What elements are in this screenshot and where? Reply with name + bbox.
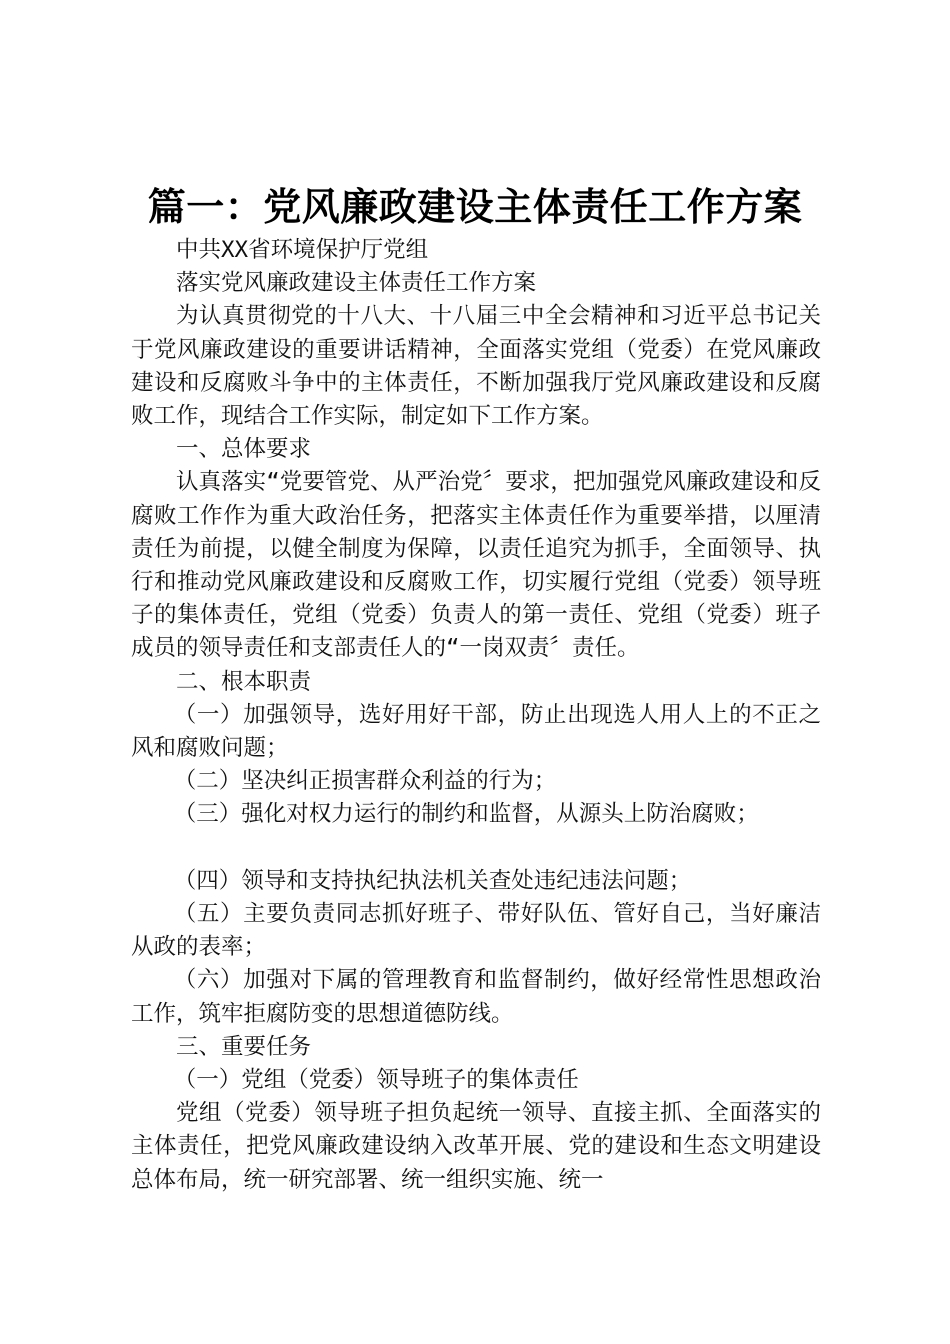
document-body [131,234,821,1197]
duty-item-5: （五）主要负责同志抓好班子、带好队伍、管好自己，当好廉洁从政的表率； [131,901,821,961]
paragraph-intro: 为认真贯彻党的十八大、十八届三中全会精神和习近平总书记关于党风廉政建设的重要讲话精神，全面落实党组（党委）在党风廉政建设和反腐败斗争中的主体责任，不断加强我厅党风廉政建设和反腐败工作，现结合工作实际，制定如下工作方案。 [131,303,821,430]
document-title: 篇一：党风廉政建设主体责任工作方案 [147,184,803,229]
duty-item-6: （六）加强对下属的管理教育和监督制约，做好经常性思想政治工作，筑牢拒腐防变的思想道德防线。 [131,967,821,1027]
section-heading-3: 三、重要任务 [176,1033,312,1060]
paragraph-collective-responsibility: 党组（党委）领导班子担负起统一领导、直接主抓、全面落实的主体责任，把党风廉政建设纳入改革开展、党的建设和生态文明建设总体布局，统一研究部署、统一组织实施、统一 [131,1100,821,1193]
section-heading-1: 一、总体要求 [176,436,312,463]
duty-item-1: （一）加强领导，选好用好干部，防止出现选人用人上的不正之风和腐败问题； [131,701,821,762]
duty-item-4: （四）领导和支持执纪执法机关查处违纪违法问题； [173,867,692,894]
paragraph-general-requirements: 认真落实“党要管党、从严治党〞要求，把加强党风廉政建设和反腐败工作作为重大政治任务，把落实主体责任作为重要举措，以厘清责任为前提，以健全制度为保障，以责任追究为抓手，全面领导、执行和推动党风廉政建设和反腐败工作，切实履行党组（党委）领导班子的集体责任，党组（党委）负责人的第一责任、党组（党委）班子成员的领导责任和支部责任人的“一岗双责〞责任。 [131,469,821,662]
paragraph-issuer: 中共XX省环境保护厅党组 [176,237,429,263]
duty-item-3: （三）强化对权力运行的制约和监督，从源头上防治腐败； [173,801,759,828]
subsection-heading-1: （一）党组（党委）领导班子的集体责任 [173,1067,579,1094]
section-heading-2: 二、根本职责 [176,668,312,695]
paragraph-plan-name: 落实党风廉政建设主体责任工作方案 [176,270,537,297]
duty-item-2: （二）坚决纠正损害群众利益的行为； [173,768,557,795]
